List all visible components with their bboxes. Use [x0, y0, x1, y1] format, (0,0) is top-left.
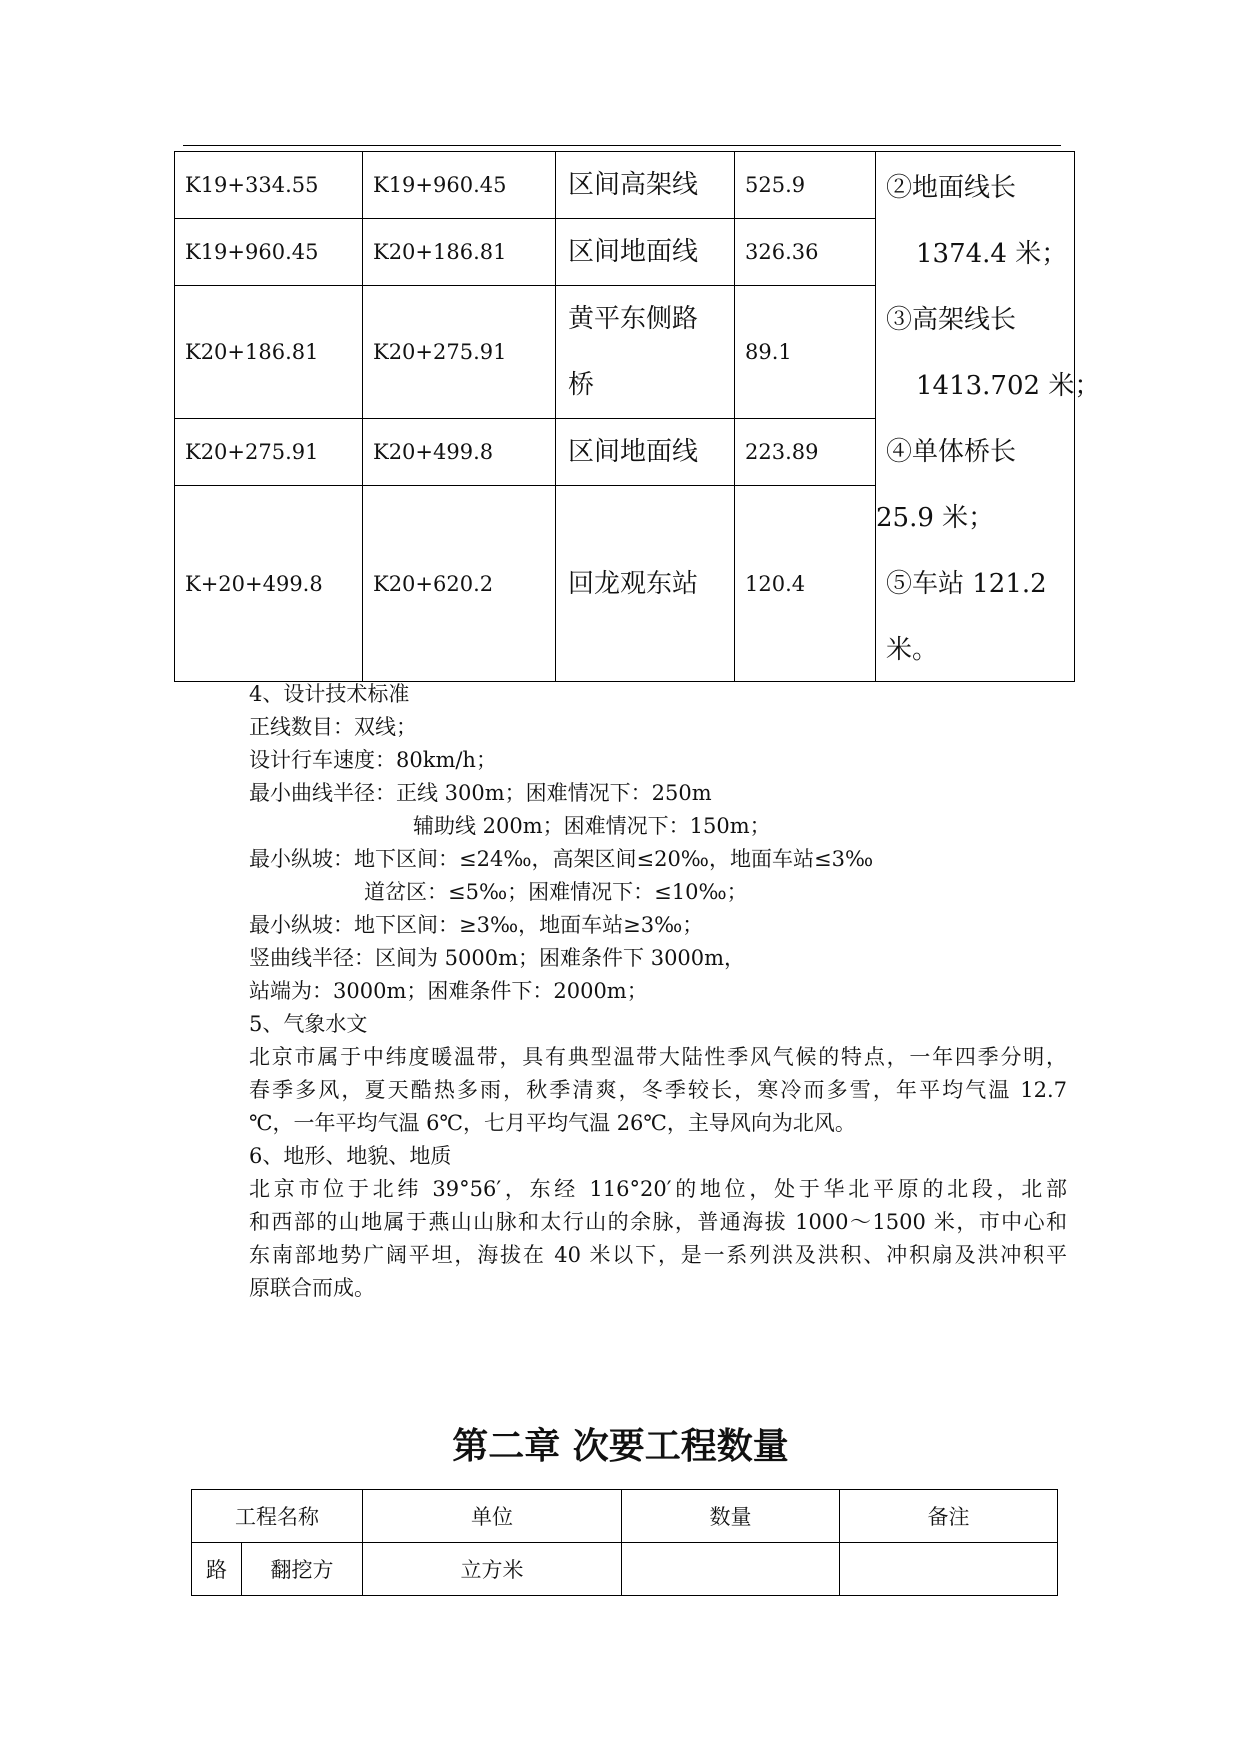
end-cell: K20+186.81 — [363, 219, 556, 286]
note-line: 米。 — [886, 635, 939, 665]
type-line: 黄平东侧路 — [568, 304, 699, 334]
category-cell: 路 — [192, 1543, 242, 1596]
end-cell: K20+499.8 — [363, 419, 556, 486]
start-cell: K+20+499.8 — [175, 486, 363, 682]
length-cell: 89.1 — [735, 286, 876, 419]
end-cell: K20+275.91 — [363, 286, 556, 419]
paragraph-line: 春季多风，夏天酷热多雨，秋季清爽，冬季较长，寒冷而多雪，年平均气温 12.7 — [249, 1078, 1067, 1102]
length-cell: 120.4 — [735, 486, 876, 682]
length-cell: 326.36 — [735, 219, 876, 286]
end-cell: K19+960.45 — [363, 152, 556, 219]
qty-cell — [622, 1543, 840, 1596]
standard-line: 最小纵坡：地下区间：≤24‰，高架区间≤20‰，地面车站≤3‰ — [249, 847, 874, 871]
length-cell: 223.89 — [735, 419, 876, 486]
standard-line: 最小纵坡：地下区间：≥3‰，地面车站≥3‰； — [249, 913, 704, 937]
note-line: ③高架线长 — [886, 305, 1017, 335]
standard-line: 最小曲线半径：正线 300m；困难情况下：250m — [249, 781, 712, 805]
note-line: ⑤车站 121.2 — [886, 569, 1047, 599]
header-cell: 工程名称 — [192, 1490, 363, 1543]
paragraph-line: 东南部地势广阔平坦，海拔在 40 米以下，是一系列洪及洪积、冲积扇及洪冲积平 — [249, 1243, 1067, 1267]
length-cell: 525.9 — [735, 152, 876, 219]
table-row — [175, 152, 1075, 219]
paragraph-line: ℃，一年平均气温 6℃，七月平均气温 26℃，主导风向为北风。 — [249, 1111, 856, 1135]
type-cell — [556, 286, 735, 419]
type-line: 桥 — [568, 370, 595, 400]
start-cell: K19+334.55 — [175, 152, 363, 219]
standard-line: 站端为：3000m；困难条件下：2000m； — [249, 979, 648, 1003]
standard-line: 正线数目：双线； — [249, 715, 417, 739]
standards-section — [249, 678, 1067, 1008]
terrain-section — [249, 1140, 1067, 1305]
header-cell: 备注 — [840, 1490, 1058, 1543]
header-cell: 数量 — [622, 1490, 840, 1543]
note-line: ②地面线长 — [886, 173, 1017, 203]
quantity-table — [191, 1489, 1058, 1596]
standard-line: 道岔区：≤5‰；困难情况下：≤10‰； — [364, 880, 748, 904]
paragraph-line: 原联合而成。 — [249, 1276, 375, 1300]
unit-cell: 立方米 — [363, 1543, 622, 1596]
note-line: 1374.4 米； — [916, 239, 1068, 269]
type-cell: 区间地面线 — [556, 219, 735, 286]
note-line: 1413.702 米； — [916, 371, 1101, 401]
paragraph-line: 北京市位于北纬 39°56′，东经 116°20′的地位，处于华北平原的北段，北部 — [249, 1177, 1067, 1201]
notes-cell — [876, 152, 1101, 682]
type-cell: 回龙观东站 — [556, 486, 735, 682]
standard-line: 设计行车速度：80km/h； — [249, 748, 497, 772]
paragraph-line: 和西部的山地属于燕山山脉和太行山的余脉，普通海拔 1000～1500 米，市中心和 — [249, 1210, 1067, 1234]
type-cell: 区间地面线 — [556, 419, 735, 486]
section-heading: 5、气象水文 — [249, 1012, 368, 1036]
section-heading: 6、地形、地貌、地质 — [249, 1144, 452, 1168]
start-cell: K20+275.91 — [175, 419, 363, 486]
start-cell: K20+186.81 — [175, 286, 363, 419]
table-header-row — [192, 1490, 1058, 1543]
name-cell: 翻挖方 — [242, 1543, 363, 1596]
segment-table — [174, 151, 1101, 682]
start-cell: K19+960.45 — [175, 219, 363, 286]
note-line: 25.9 米； — [876, 503, 995, 533]
chapter-title: 第二章 次要工程数量 — [452, 1426, 789, 1467]
standard-line: 竖曲线半径：区间为 5000m；困难条件下 3000m， — [249, 946, 746, 970]
note-line: ④单体桥长 — [886, 437, 1017, 467]
header-rule — [183, 145, 1061, 146]
climate-section — [249, 1008, 1067, 1140]
type-cell: 区间高架线 — [556, 152, 735, 219]
standard-line: 辅助线 200m；困难情况下：150m； — [413, 814, 771, 838]
end-cell: K20+620.2 — [363, 486, 556, 682]
table-row — [192, 1543, 1058, 1596]
paragraph-line: 北京市属于中纬度暖温带，具有典型温带大陆性季风气候的特点，一年四季分明， — [249, 1045, 1067, 1069]
header-cell: 单位 — [363, 1490, 622, 1543]
section-heading: 4、设计技术标准 — [249, 682, 410, 706]
remark-cell — [840, 1543, 1058, 1596]
